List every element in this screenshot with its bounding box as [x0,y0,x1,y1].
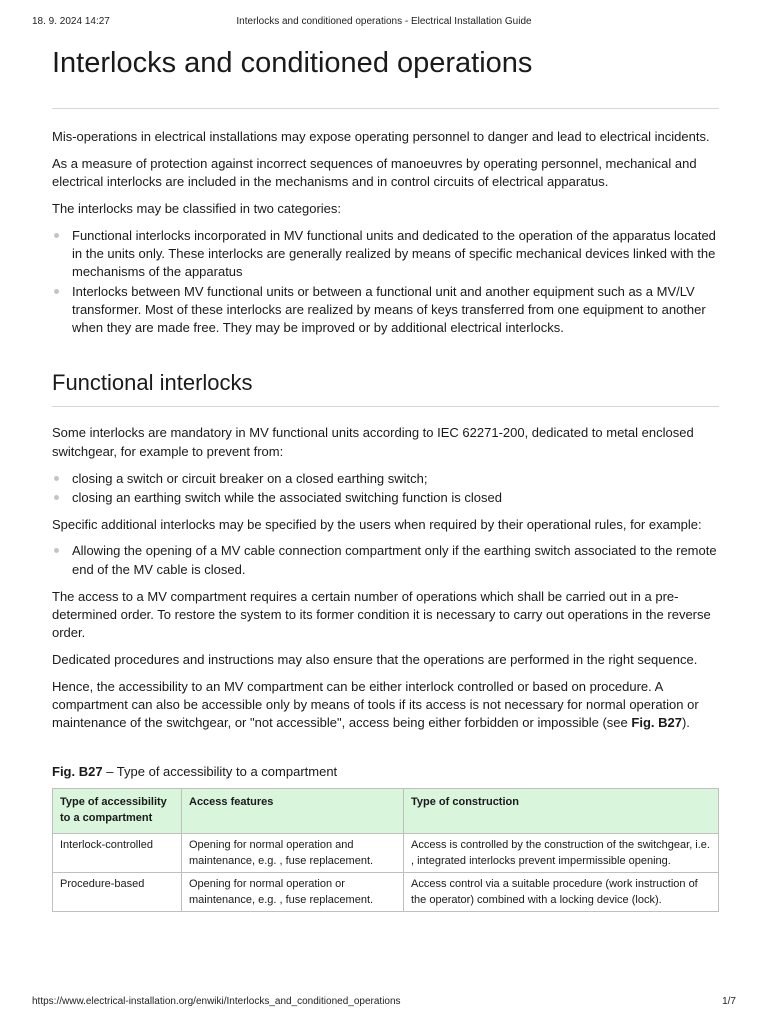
article-content [52,44,719,912]
bullet-icon [54,495,59,500]
table-header-row [53,788,719,833]
title-divider [52,108,719,109]
page-number: 1/7 [722,996,736,1007]
functional-paragraph-5 [52,678,719,733]
table-header-cell: Type of accessibility to a compartment [53,788,182,833]
table-header-cell: Access features [182,788,404,833]
functional-paragraph-1: Some interlocks are mandatory in MV functional units according to IEC 62271-200, dedicated to metal enclosed switchgear, for example to prevent from: [52,425,694,459]
section-heading-functional-interlocks: Functional interlocks [52,370,253,396]
list-item-text: Functional interlocks incorporated in MV functional units and dedicated to the operation of the apparatus located in the units only. These interlocks are generally realized by means of specific mechanical devices linked with the mechanisms of the apparatus [72,227,716,280]
intro-paragraph-3: The interlocks may be classified in two categories: [52,200,342,216]
print-date: 18. 9. 2024 14:27 [32,16,110,27]
interlock-categories-list [52,227,719,338]
page-title: Interlocks and conditioned operations [52,47,533,79]
figure-caption-text: – Type of accessibility to a compartment [102,763,338,779]
section-divider [52,406,719,407]
accessibility-table [52,788,719,912]
list-item [52,542,719,579]
list-item-text: closing a switch or circuit breaker on a closed earthing switch; [72,470,428,486]
table-cell: Access is controlled by the construction of the switchgear, i.e. , integrated interlocks prevent impermissible opening. [404,833,719,872]
list-item-text: closing an earthing switch while the associated switching function is closed [72,489,502,505]
mandatory-interlocks-list [52,470,719,508]
bullet-icon [54,476,59,481]
table-cell: Access control via a suitable procedure (work instruction of the operator) combined with a locking device (lock). [404,872,719,911]
functional-paragraph-2: Specific additional interlocks may be specified by the users when required by their operational rules, for example: [52,516,702,532]
figure-reference: Fig. B27 [631,715,682,731]
functional-paragraph-4: Dedicated procedures and instructions may also ensure that the operations are performed in the right sequence. [52,651,698,667]
paragraph-text-end: ). [681,715,690,731]
table-cell: Interlock-controlled [53,833,182,872]
print-header-title: Interlocks and conditioned operations - Electrical Installation Guide [236,16,532,27]
bullet-icon [54,548,59,553]
table-cell: Procedure-based [53,872,182,911]
additional-interlocks-list [52,542,719,579]
print-header [32,16,736,30]
figure-label: Fig. B27 [52,763,103,779]
table-cell: Opening for normal operation or maintenance, e.g. , fuse replacement. [182,872,404,911]
print-footer [32,996,736,1007]
table-header-cell: Type of construction [404,788,719,833]
bullet-icon [54,233,59,238]
table-row [53,872,719,911]
list-item [52,227,719,282]
bullet-icon [54,289,59,294]
list-item [52,489,719,507]
page-url: https://www.electrical-installation.org/enwiki/Interlocks_and_conditioned_operations [32,996,401,1007]
intro-paragraph-2: As a measure of protection against incorrect sequences of manoeuvres by operating personnel, mechanical and electrical interlocks are included in the mechanisms and in control circuits of electrical apparatus. [52,155,697,190]
functional-paragraph-3: The access to a MV compartment requires a certain number of operations which shall be carried out in a pre-determined order. To restore the system to its former condition it is necessary to carry out operations in the reverse order. [52,588,711,641]
figure-caption [52,763,719,780]
intro-paragraph-1: Mis-operations in electrical installations may expose operating personnel to danger and lead to electrical incidents. [52,129,710,144]
table-row [53,833,719,872]
list-item-text: Allowing the opening of a MV cable connection compartment only if the earthing switch associated to the remote end of the MV cable is closed. [72,543,717,577]
list-item [52,283,719,338]
paragraph-text: Hence, the accessibility to an MV compartment can be either interlock controlled or based on procedure. A compartment can also be accessible only by means of tools if its access is not necessary for normal operation or maintenance of the switchgear, or "not accessible", access being either forbidden or impossible (see [52,678,699,731]
table-cell: Opening for normal operation and maintenance, e.g. , fuse replacement. [182,833,404,872]
list-item [52,470,719,488]
list-item-text: Interlocks between MV functional units or between a functional unit and another equipment such as a MV/LV transformer. Most of these interlocks are realized by means of keys transferred from one equipment to another when they are made free. They may be improved or by additional electrical interlocks. [72,283,706,336]
